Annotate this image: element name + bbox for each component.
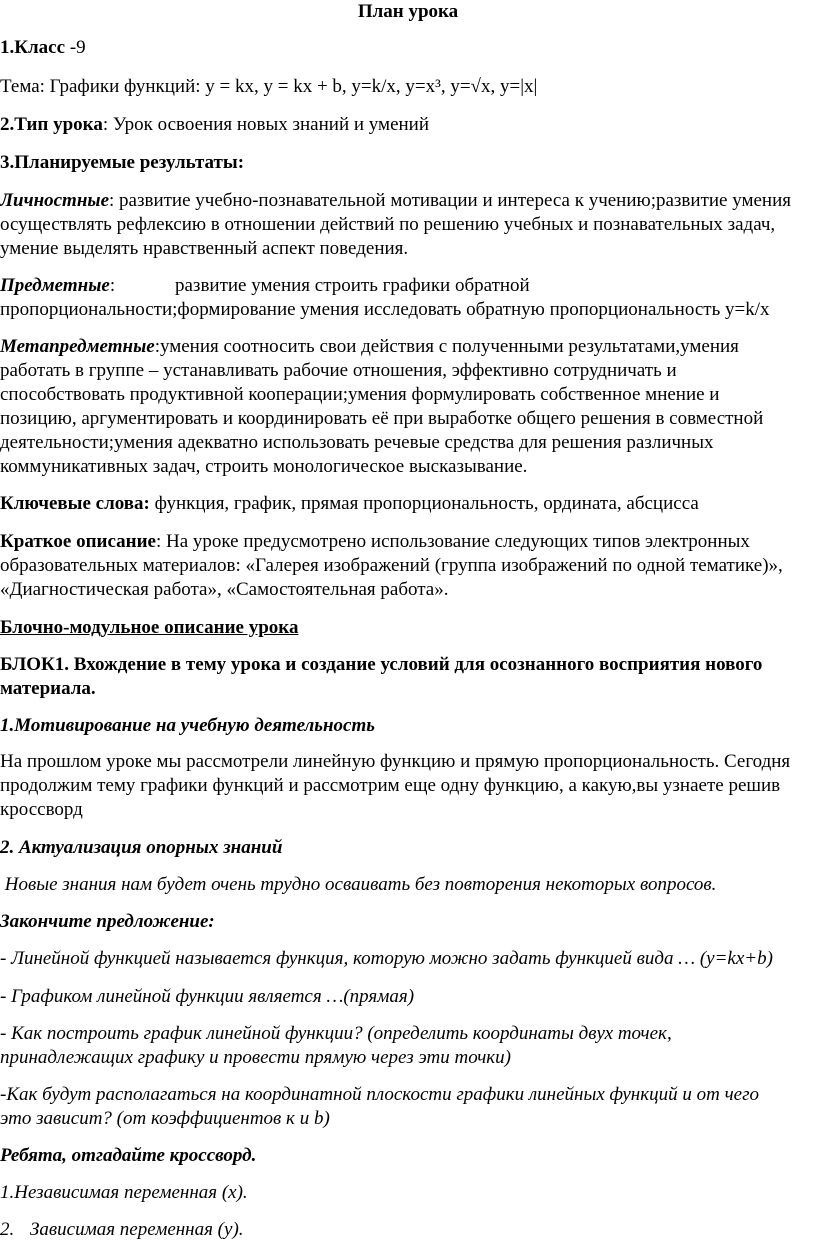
lesson-type-label: 2.Тип урока <box>0 114 103 135</box>
keywords-label: Ключевые слова: <box>0 493 150 514</box>
personal-line-2: осуществлять рефлексию в отношении действий по решению учебных и познавательных задач, <box>0 214 776 235</box>
meta-text-1: :умения соотносить свои действия с полученными результатами,умения <box>154 336 739 357</box>
complete-heading: Закончите предложение: <box>0 911 215 932</box>
personal-line-3: умение выделять нравственный аспект поведения. <box>0 238 409 259</box>
question-1: - Линейной функцией называется функция, которую можно задать функцией вида … (y=kx+b) <box>0 948 773 969</box>
motivation-line-3: кроссворд <box>0 799 83 820</box>
page-title: План урока <box>357 1 459 22</box>
class-label: 1.Класс <box>0 37 66 58</box>
meta-label: Метапредметные <box>0 336 155 357</box>
keywords-value: функция, график, прямая пропорциональность, ордината, абсцисса <box>149 493 699 514</box>
actualization-note: Новые знания нам будет очень трудно осваивать без повторения некоторых вопросов. <box>0 874 717 895</box>
meta-line-3: способствовать продуктивной кооперации;умения формулировать собственное мнение и <box>0 384 720 405</box>
block1-line-1: БЛОК1. Вхождение в тему урока и создание условий для осознанного восприятия нового <box>0 654 763 675</box>
summary-label: Краткое описание <box>0 531 156 552</box>
meta-line-4: позицию, аргументировать и координировать её при выработке общего решения в совместной <box>0 408 764 429</box>
meta-line-5: деятельности;умения адекватно использовать речевые средства для решения различных <box>0 432 714 453</box>
keywords-line <box>0 492 699 516</box>
topic-line: Тема: Графики функций: y = kx, y = kx + b, y=k/x, y=x³, y=√x, y=|x| <box>0 76 538 97</box>
block-heading: Блочно-модульное описание урока <box>0 617 299 638</box>
block1-line-2: материала. <box>0 678 96 699</box>
crossword-item-2-text: Зависимая переменная (y). <box>30 1219 244 1240</box>
personal-text-1: : развитие учебно-познавательной мотивации и интереса к учению;развитие умения <box>109 190 792 211</box>
question-4-line-1: -Как будут располагаться на координатной плоскости графики линейных функций и от чего <box>0 1084 759 1105</box>
meta-line-2: работать в группе – устанавливать рабочие отношения, эффективно сотрудничать и <box>0 360 677 381</box>
crossword-item-1: 1.Независимая переменная (x). <box>0 1182 248 1203</box>
subject-label: Предметные <box>0 275 110 296</box>
crossword-item-2-number: 2. <box>0 1219 15 1240</box>
class-value: -9 <box>65 37 86 58</box>
summary-line-1 <box>0 530 750 554</box>
summary-line-2: образовательных материалов: «Галерея изображений (группа изображений по одной тематике)», <box>0 555 783 576</box>
motivation-line-2: продолжим тему графики функций и рассмотрим еще одну функцию, а какую,вы узнаете решив <box>0 775 781 796</box>
motivation-line-1: На прошлом уроке мы рассмотрели линейную функцию и прямую пропорциональность. Сегодня <box>0 751 791 772</box>
subject-text-1: развитие умения строить графики обратной <box>175 275 530 296</box>
lesson-type-line <box>0 113 429 137</box>
subject-line-2: пропорциональности;формирование умения исследовать обратную пропорциональность y=k/x <box>0 299 770 320</box>
question-3-line-1: - Как построить график линейной функции? (определить координаты двух точек, <box>0 1023 672 1044</box>
results-heading: 3.Планируемые результаты: <box>0 152 245 173</box>
class-line <box>0 36 86 60</box>
actualization-heading: 2. Актуализация опорных знаний <box>0 837 283 858</box>
motivation-heading: 1.Мотивирование на учебную деятельность <box>0 715 375 736</box>
subject-colon: : <box>109 275 116 296</box>
meta-line-1 <box>0 335 739 359</box>
question-3-line-2: принадлежащих графику и провести прямую через эти точки) <box>0 1047 511 1068</box>
subject-line-1 <box>0 274 115 298</box>
lesson-type-value: : Урок освоения новых знаний и умений <box>102 114 430 135</box>
summary-line-3: «Диагностическая работа», «Самостоятельная работа». <box>0 579 449 600</box>
personal-label: Личностные <box>0 190 109 211</box>
crossword-heading: Ребята, отгадайте кроссворд. <box>0 1145 257 1166</box>
question-4-line-2: это зависит? (от коэффициентов к и b) <box>0 1108 330 1129</box>
summary-text-1: : На уроке предусмотрено использование следующих типов электронных <box>155 531 750 552</box>
personal-line-1 <box>0 189 791 213</box>
question-2: - Графиком линейной функции является …(прямая) <box>0 986 415 1007</box>
meta-line-6: коммуникативных задач, строить монологическое высказывание. <box>0 456 528 477</box>
